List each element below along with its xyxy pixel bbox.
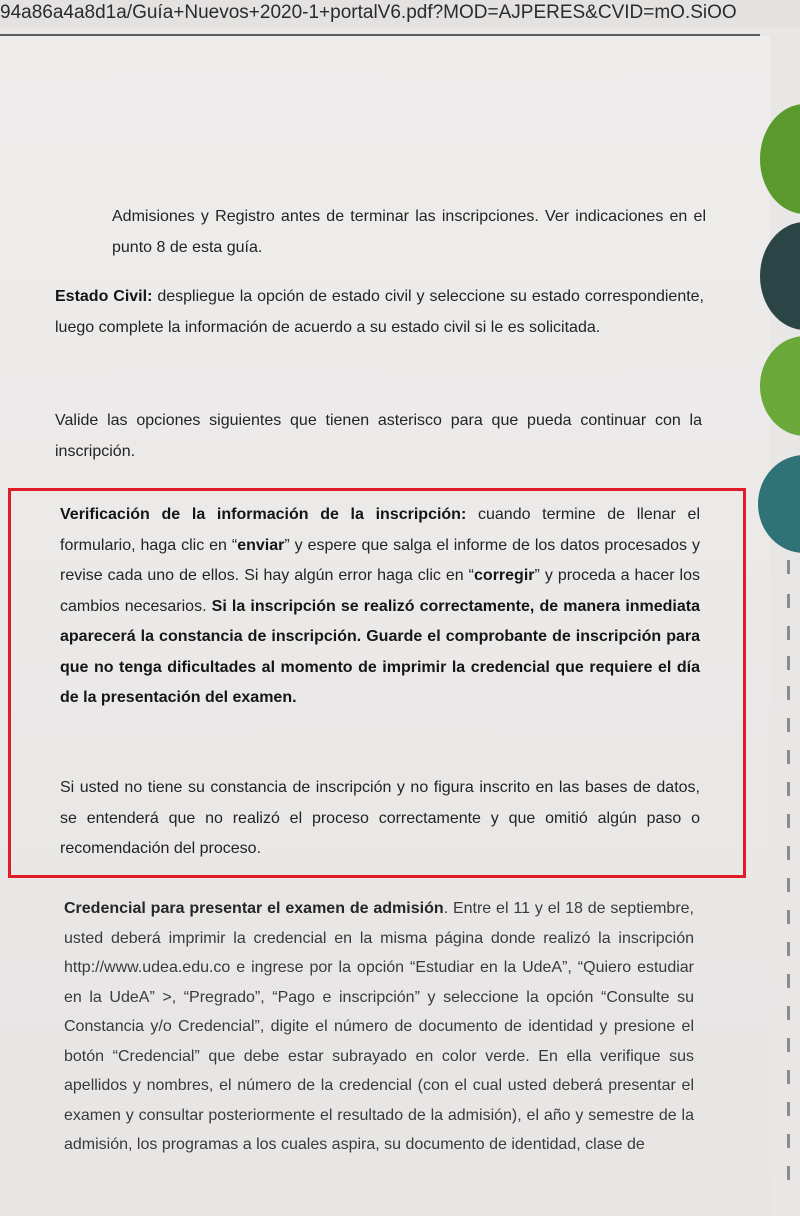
paragraph-text: Valide las opciones siguientes que tienen asterisco para que pueda continuar con la inscripción. [55,412,702,460]
paragraph-label: Estado Civil: [55,288,153,305]
paragraph-text: Si usted no tiene su constancia de inscripción y no figura inscrito en las bases de datos, se entenderá que no realizó el proceso correctamente y que omitió algún paso o recomendación del proceso. [60,779,700,857]
paragraph-bold-text: Si la inscripción se realizó correctamente, de manera inmediata aparecerá la constancia de inscripción. Guarde el comprobante de inscripción para que no tenga dificultades al momento de imprimir la credencial que requiere el día de la presentación del examen. [60,597,701,706]
paragraph-text: . Entre el 11 y el 18 de septiembre, usted deberá imprimir la credencial en la misma página donde realizó la inscripción http://www.udea.edu.co e ingrese por la opción “Estudiar en la UdeA”, “Quiero estudiar en la UdeA” >, “Pregrado”, “Pago e inscripción” y seleccione la opción “Consulte su Constancia y/o Credencial”, digite el número de documento de identidad y presione el botón “Credencial” que debe estar subrayado en color verde. En ella verifique sus apellidos y nombres, el número de la credencial (con el cual usted deberá presentar el examen y consultar posteriormente el resultado de la admisión), el año y semestre de la admisión, los programas a los cuales aspira, su documento de identidad, clase de [64,900,695,1153]
url-text: 94a86a4a8d1a/Guía+Nuevos+2020-1+portalV6.pdf?MOD=AJPERES&CVID=mO.SiOO [0,2,737,23]
page-top-divider [0,34,760,36]
paragraph-text: cuando termine de llenar el formulario, haga clic en “ [60,506,701,554]
address-bar[interactable] [0,0,800,28]
paragraph-estado-civil [55,281,704,343]
corregir-keyword: corregir [474,567,535,584]
paragraph-text: despliegue la opción de estado civil y seleccione su estado correspondiente, luego complete la información de acuerdo a su estado civil si le es solicitada. [55,288,705,336]
paragraph-text: ” y espere que salga el informe de los datos procesados y revise cada uno de ellos. Si hay algún error haga clic en “ [60,536,700,584]
page-edge-marks [787,560,800,1200]
paragraph-admisiones [112,201,706,263]
paragraph-validar-opciones [55,405,702,467]
paragraph-label: Credencial para presentar el examen de admisión [64,900,444,917]
paragraph-text: ” y proceda a hacer los cambios necesarios. [60,567,701,615]
red-highlight-box [8,488,746,878]
paragraph-credencial [64,894,694,1160]
paragraph-text: Admisiones y Registro antes de terminar las inscripciones. Ver indicaciones en el punto 8 de esta guía. [112,208,706,256]
paragraph-label: Verificación de la información de la inscripción: [60,506,467,523]
enviar-keyword: enviar [237,536,285,554]
